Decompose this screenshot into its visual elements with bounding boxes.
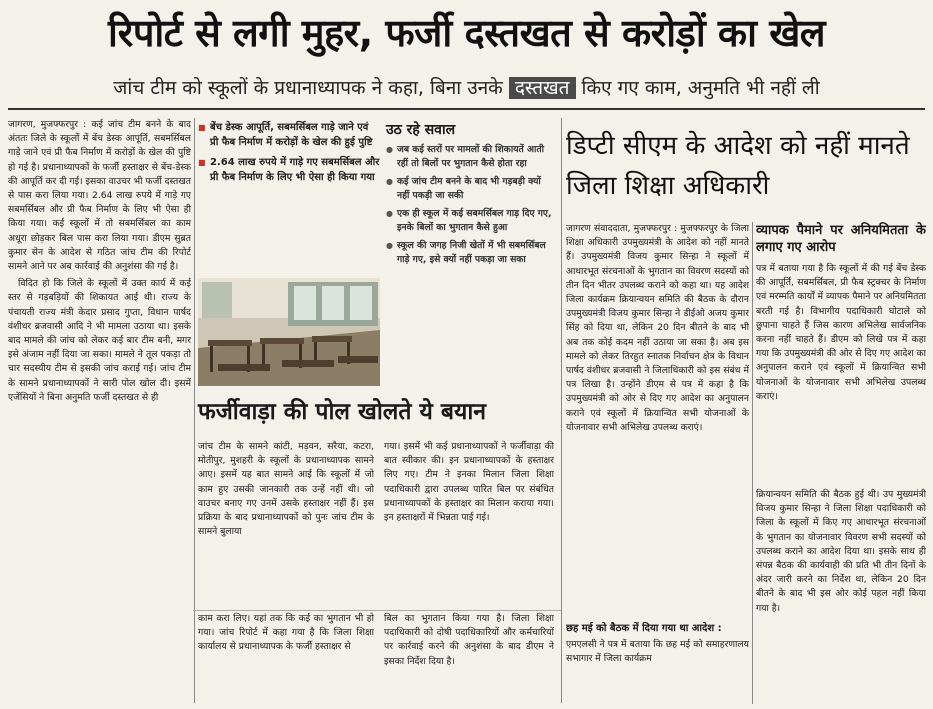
bullet-item: ■ 2.64 लाख रुपये में गाड़े गए सबमर्सिबल और प्री फैब निर्माण के लिए भी ऐसा ही किया गया bbox=[198, 155, 380, 185]
col1-para-2: विदित हो कि जिले के स्कूलों में उक्त कार्य में कई स्तर से गड़बड़ियों की शिकायत आई थी। राज्य के पंचायती राज्य मंत्री केदार प्रसाद गुप्ता, विधान पार्षद वंशीधर ब्रजवासी आदि ने भी मामला उठाया था। इसके बाद मामले की जांच को लेकर कई बार टीम बनी, मगर इसे अंजाम नहीं दिया जा सका। मामले ने तूल पकड़ा तो चार सदस्यीय टीम से इसकी जांच कराई गई। जांच टीम के सामने प्रधानाध्यापकों ने सारी पोल खोल दी। इसमें एजेंसियों ने बिना अनुमति फर्जी दस्तखत से ही bbox=[8, 278, 191, 403]
highlight-bullets bbox=[198, 120, 380, 270]
col1-para-1: जागरण, मुजफ्फरपुर : कई जांच टीम बनने के बाद अंततः जिले के स्कूलों में बेंच डेस्क आपूर्ति, सबमर्सिबल गाड़े जाने एवं प्री फैब निर्माण में करोड़ों के खेल की पुष्टि हो गई है। प्रधानाध्यापकों के फर्जी हस्ताक्षर से बेंच-डेस्क की आपूर्ति कर दी गई। इसका वाउचर भी फर्जी दस्तखत से पास करा लिया गया। 2.64 लाख रुपये में गाड़े गए सबमर्सिबल और प्री फैब निर्माण के लिए भी ऐसा ही किया गया। कई स्कूलों में तो सबमर्सिबल का काम अधूरा छोड़कर बिल पास करा लिया गया। डीएम सुब्रत कुमार सेन के आदेश से गठित जांच टीम की रिपोर्ट सामने आने पर अब कार्रवाई की अनुशंसा की गई है। bbox=[8, 119, 191, 273]
page-headline: रिपोर्ट से लगी मुहर, फर्जी दस्तखत से करोड़ों का खेल bbox=[107, 11, 826, 55]
page-subheadline bbox=[8, 70, 925, 106]
side-story-headline: डिप्टी सीएम के आदेश को नहीं मानते जिला शिक्षा अधिकारी bbox=[566, 131, 910, 201]
meeting-order-para: एमएलसी ने पत्र में बताया कि छह मई को समाहरणालय सभागार में जिला कार्यक्रम bbox=[566, 639, 749, 665]
question-item: ● एक ही स्कूल में कई सबमर्सिबल गाड़ दिए गए, इनके बिलों का भुगतान कैसे हुआ bbox=[386, 207, 556, 235]
classroom-photo bbox=[198, 278, 380, 386]
side-story-column-2 bbox=[756, 222, 926, 492]
column-divider bbox=[752, 222, 753, 704]
questions-title: उठ रहे सवाल bbox=[386, 122, 456, 138]
statements-box-border bbox=[193, 388, 561, 611]
header-rule bbox=[8, 108, 925, 110]
statements-para-a: जांच टीम के सामने कांटी, मड़वन, सरैया, कटरा, मोतीपुर, मुशहरी के स्कूलों के प्रधानाध्यापक सामने आए। इसमें यह बात सामने आई कि स्कूलों में जो काम हुए उसकी जानकारी तक उन्हें नहीं थी। जो वाउचर बनाए गए उनमें उसके हस्ताक्षर नहीं हैं। इस प्रक्रिया के बाद प्रधानाध्यापकों को पुनः जांच टीम के सामने बुलाया bbox=[198, 441, 374, 538]
question-item: ● कई जांच टीम बनने के बाद भी गड़बड़ी क्यों नहीं पकड़ी जा सकी bbox=[386, 175, 556, 203]
question-item: ● जब कई स्तरों पर मामलों की शिकायतें आती रहीं तो बिलों पर भुगतान कैसे होता रहा bbox=[386, 143, 556, 171]
side-story-column-1 bbox=[566, 222, 749, 622]
article-column-left bbox=[8, 118, 191, 703]
subheadline-highlight: दस्तखत bbox=[509, 77, 576, 99]
bullet-item: ■ बेंच डेस्क आपूर्ति, सबमर्सिबल गाड़े जाने एवं प्री फैब निर्माण में करोड़ों के खेल की हुई पुष्टि bbox=[198, 120, 380, 150]
irregularity-para: पत्र में बताया गया है कि स्कूलों में की गई बेंच डेस्क की आपूर्ति, सबमर्सिबल, प्री फैब स्ट्रक्चर के निर्माण एवं मरम्मति कार्यों में व्यापक पैमाने पर अनियमितता बरती गई है। विभागीय पदाधिकारी घोटाले को छुपाना चाहते हैं जिस कारण अभिलेख सार्वजनिक करना नहीं चाहते हैं। डीएम को लिखे पत्र में कहा गया कि उपमुख्यमंत्री की ओर से दिए गए आदेश का अनुपालन कराने एवं स्कूलों में क्रियान्वित सभी योजनाओं के योजनावार सभी अभिलेख उपलब्ध कराएं। bbox=[756, 263, 926, 402]
article-continuation-a bbox=[198, 612, 374, 704]
statements-para-b: गया। इसमें भी कई प्रधानाध्यापकों ने फर्जीवाड़ा की बात स्वीकार की। इन प्रधानाध्यापकों के हस्ताक्षर लिए गए। टीम ने इनका मिलान जिला शिक्षा पदाधिकारी द्वारा उपलब्ध पारित बिल पर संबंधित प्रधानाध्यापकों के हस्ताक्षर का मिलान कराया गया। इन हस्ताक्षरों में भिन्नता पाई गई। bbox=[384, 441, 554, 524]
questions-box bbox=[386, 120, 556, 390]
irregularity-subheading: व्यापक पैमाने पर अनियमितता के लगाए गए आरोप bbox=[756, 223, 926, 255]
continuation-para-b: बिल का भुगतान किया गया है। जिला शिक्षा पदाधिकारी को दोषी पदाधिकारियों और कर्मचारियों पर कार्रवाई करने की अनुशंसा के बाद डीएम ने इसका निर्देश दिया है। bbox=[384, 613, 554, 667]
subheadline-after: किए गए काम, अनुमति भी नहीं ली bbox=[575, 77, 820, 99]
meeting-para: क्रियान्वयन समिति की बैठक हुई थी। उप मुख्यमंत्री विजय कुमार सिन्हा ने जिला शिक्षा पदाधिकारी को जिला के स्कूलों में किए गए आधारभूत संरचनाओं के भुगतान का योजनावार विवरण सभी सदस्यों को उपलब्ध कराने का आदेश दिया था। इसके साथ ही संपन्न बैठक की कार्यवाही की प्रति भी तीन दिनों के अंदर जारी करने का निर्देश था, लेकिन 20 दिन बीतने के बाद भी इस ओर कोई पहल नहीं किया गया है। bbox=[756, 489, 926, 614]
question-item: ● स्कूल की जगह निजी खेतों में भी सबमर्सिबल गाड़े गए, इसे क्यों नहीं पकड़ा जा सका bbox=[386, 239, 556, 267]
side-story-para: जागरण संवाददाता, मुजफ्फरपुर : मुजफ्फरपुर के जिला शिक्षा अधिकारी उपमुख्यमंत्री के आदेश को नहीं मानते हैं। उपमुख्यमंत्री विजय कुमार सिन्हा ने स्कूलों में आधारभूत संरचनाओं के भुगतान का विवरण सदस्यों को तीन दिन भीतर उपलब्ध कराने को कहा था। यह आदेश जिला कार्यक्रम क्रियान्वयन समिति की बैठक के दौरान उपमुख्यमंत्री विजय कुमार सिन्हा ने डीईओ अजय कुमार सिंह को दिया था, लेकिन 20 दिन बीतने के बाद भी अब तक कोई कदम नहीं उठाया जा सका है। अब इस मामले को लेकर तिरहुत स्नातक निर्वाचन क्षेत्र के विधान पार्षद वंशीधर ब्रजवासी ने जिलाधिकारी को इस संबंध में पत्र लिखा है। उन्होंने डीएम से पत्र में कहा है कि उपमुख्यमंत्री को ओर से दिए गए आदेश का अनुपालन कराने एवं स्कूलों में क्रियान्वित सभी योजनाओं के योजनावार सभी अभिलेख उपलब्ध कराएं। bbox=[566, 223, 749, 433]
side-story-column-3 bbox=[756, 488, 926, 704]
article-continuation-b bbox=[384, 612, 554, 704]
meeting-order-section bbox=[566, 622, 749, 704]
subheadline-before: जांच टीम को स्कूलों के प्रधानाध्यापक ने कहा, बिना उनके bbox=[113, 77, 509, 99]
column-divider bbox=[561, 118, 562, 703]
meeting-order-subheading: छह मई को बैठक में दिया गया था आदेश : bbox=[566, 623, 722, 634]
continuation-para-a: काम करा लिए। यहां तक कि कई का भुगतान भी हो गया। जांच रिपोर्ट में कहा गया है कि जिला शिक्षा कार्यालय से प्रधानाध्यापक के फर्जी हस्ताक्षर से bbox=[198, 613, 374, 653]
statements-box-title: फर्जीवाड़ा की पोल खोलते ये बयान bbox=[198, 399, 487, 425]
